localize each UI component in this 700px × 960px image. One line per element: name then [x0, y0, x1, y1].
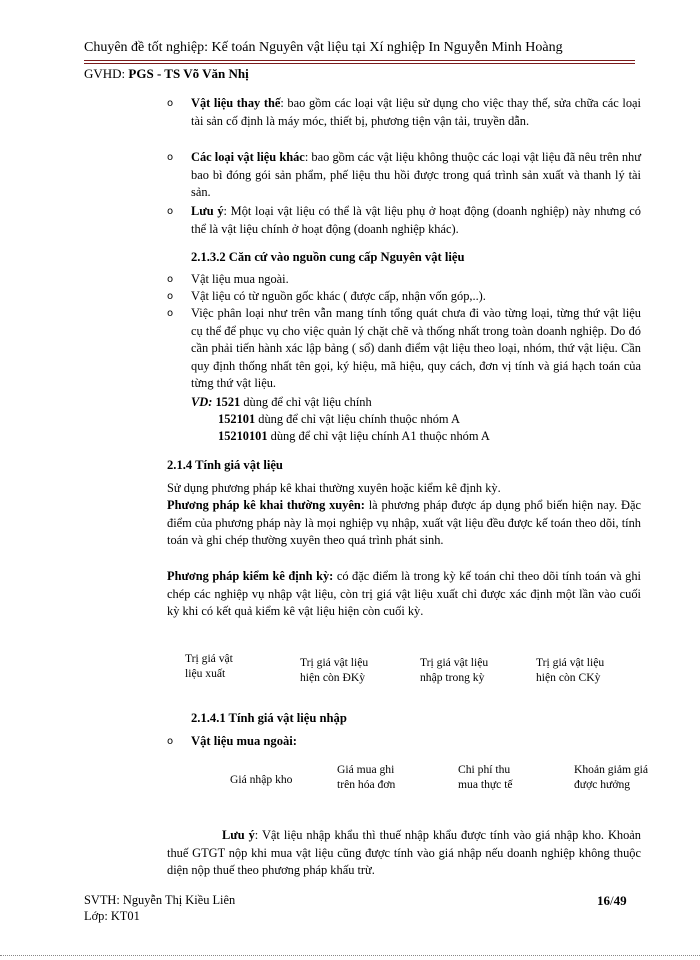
header-rule-thin: [84, 63, 635, 64]
formula-term: Trị giá vật liệu hiện còn ĐKỳ: [300, 656, 369, 684]
formula-term: Trị giá vật liệu nhập trong kỳ: [420, 656, 489, 684]
section-heading-2132: 2.1.3.2 Căn cứ vào nguồn cung cấp Nguyên vật liệu: [191, 250, 465, 264]
bullet-icon: o: [167, 206, 174, 217]
example-label: VD:: [191, 395, 213, 409]
term: Các loại vật liệu khác: [191, 150, 305, 164]
bottom-border: [0, 955, 700, 956]
example-line: 15210101 dùng để chỉ vật liệu chính A1 thuộc nhóm A: [218, 429, 490, 443]
section-heading-2141: 2.1.4.1 Tính giá vật liệu nhập: [191, 711, 347, 725]
formula-term: Khoản giảm giá được hưởng: [574, 763, 649, 791]
paragraph: Phương pháp kê khai thường xuyên: là phương pháp được áp dụng phổ biến hiện nay. Đặc điểm của phương pháp này là mọi nghiệp vụ nhập, xuất vật liệu đều được kế toán theo dõi, tính toán và ghi chép thường xuyên theo quá trình phát sinh.: [167, 498, 641, 547]
formula-term: Trị giá vật liệu xuất: [185, 652, 233, 680]
term: Lưu ý: [222, 828, 255, 842]
example-code: 1521: [215, 395, 241, 409]
document-header-title: Chuyên đề tốt nghiệp: Kế toán Nguyên vật liệu tại Xí nghiệp In Nguyễn Minh Hoàng: [84, 40, 563, 55]
paragraph: Lưu ý: Vật liệu nhập khẩu thì thuế nhập khẩu được tính vào giá nhập kho. Khoản thuế GTGT nộp khi mua vật liệu cũng được tính vào giá nhập nếu doanh nghiệp không thuộc diện nộp thuế theo phương pháp khấu trừ.: [167, 828, 642, 877]
example-code: 152101: [218, 412, 256, 426]
student-name: SVTH: Nguyễn Thị Kiều Liên: [84, 893, 236, 907]
formula-term: Giá mua ghi trên hóa đơn: [337, 763, 396, 791]
bullet-icon: o: [167, 308, 174, 319]
supervisor-label: GVHD:: [84, 66, 126, 81]
formula-term: Trị giá vật liệu hiện còn CKỳ: [536, 656, 605, 684]
list-item: o Vật liệu có từ nguồn gốc khác ( được cấp, nhận vốn góp,..).: [191, 288, 641, 306]
bullet-icon: o: [167, 98, 174, 109]
list-item: o Lưu ý: Một loại vật liệu có thể là vật liệu phụ ở hoạt động (doanh nghiệp) này nhưng có thể là vật liệu chính ở hoạt động (doanh nghiệp khác).: [167, 204, 641, 236]
list-item: o Vật liệu mua ngoài:: [167, 734, 298, 748]
list-item: o Vật liệu thay thế: bao gồm các loại vật liệu sử dụng cho việc thay thế, sửa chữa các loại tài sản cố định là máy móc, thiết bị, phương tiện vận tải, truyền dẫn.: [167, 96, 641, 128]
formula-term: Giá nhập kho: [230, 773, 293, 786]
formula-term: Chi phí thu mua thực tế: [458, 763, 513, 791]
list-item: o Vật liệu mua ngoài.: [191, 271, 641, 289]
header-rule-thick: [84, 60, 635, 61]
bullet-icon: o: [167, 291, 174, 302]
page-number: 16/49: [597, 893, 627, 908]
list-item: o Các loại vật liệu khác: bao gồm các vật liệu không thuộc các loại vật liệu đã nêu trên như bao bì đóng gói sản phẩm, phế liệu thu hồi được trong quá trình sản xuất và thanh lý tài sản.: [167, 150, 641, 199]
term: Phương pháp kê khai thường xuyên:: [167, 498, 365, 512]
section-heading-214: 2.1.4 Tính giá vật liệu: [167, 458, 283, 472]
term: Vật liệu thay thế: [191, 96, 281, 110]
paragraph: Sử dụng phương pháp kê khai thường xuyên hoặc kiểm kê định kỳ.: [167, 481, 501, 495]
term: Phương pháp kiểm kê định kỳ:: [167, 569, 334, 583]
supervisor-line: [84, 66, 249, 82]
bullet-icon: o: [167, 736, 174, 747]
supervisor-name: PGS - TS Võ Văn Nhị: [128, 66, 249, 81]
paragraph: Phương pháp kiểm kê định kỳ: có đặc điểm là trong kỳ kế toán chỉ theo dõi tính toán và ghi chép các nghiệp vụ nhập vật liệu, còn trị giá vật liệu xuất chỉ được xác định một lần vào cuối kỳ khi có kết quả kiểm kê vật liệu hiện còn cuối kỳ.: [167, 569, 641, 618]
class-name: Lớp: KT01: [84, 909, 140, 923]
example-line: 152101 dùng để chỉ vật liệu chính thuộc nhóm A: [218, 412, 460, 426]
list-item: o Việc phân loại như trên vẫn mang tính tổng quát chưa đi vào từng loại, từng thứ vật liệu cụ thể để phục vụ cho việc quản lý chặt chẽ và thống nhất trong toàn doanh nghiệp. Do đó cần phải tiến hành xác lập bảng ( sổ) danh điểm vật liệu theo loại, nhóm, thứ vật liệu. Cần quy định thống nhất tên gọi, ký hiệu, mã hiệu, quy cách, đơn vị tính và giá hạch toán của từng thứ vật liệu.: [167, 306, 641, 390]
bullet-icon: o: [167, 274, 174, 285]
term: Lưu ý: [191, 204, 224, 218]
example-code: 15210101: [218, 429, 268, 443]
bullet-icon: o: [167, 152, 174, 163]
example-line: VD: 1521 dùng để chỉ vật liệu chính: [191, 395, 372, 409]
